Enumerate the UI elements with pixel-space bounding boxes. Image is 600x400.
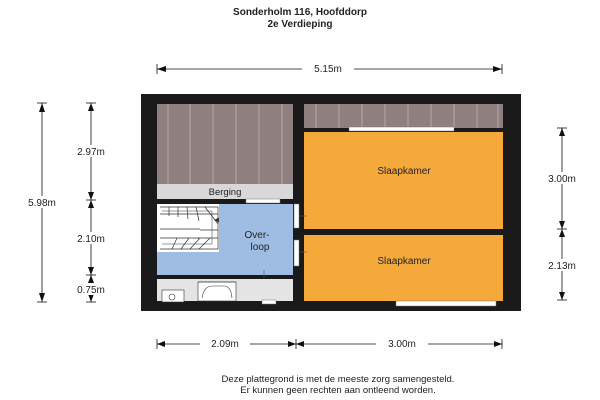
disclaimer-line1: Deze plattegrond is met de meeste zorg samengesteld. [221,374,455,385]
utility-window [262,300,276,304]
dimension-right-bottom-label: 2.13m [548,261,576,272]
room-slaapkamer-top [304,132,503,229]
dimension-left-segments [86,103,96,302]
roof-slope-right [304,104,503,128]
dimension-left-top-label: 2.97m [77,147,105,158]
roof-slope-left [157,104,293,184]
room-berging-label: Berging [208,187,242,198]
room-slaapkamer-bottom [304,235,503,301]
utility-area [157,279,293,302]
dimension-left-bottom-label: 0.75m [77,285,105,296]
room-overloop-label-line1: Over- [244,230,270,241]
dimension-bottom-right-label: 3.00m [388,339,416,350]
staircase [157,204,220,252]
dimension-right-segments [557,128,567,300]
dimension-bottom-left-label: 2.09m [211,339,239,350]
dimension-total-width-label: 5.15m [314,64,342,75]
plan-floor-label: 2e Verdieping [267,19,333,30]
room-slaapkamer-top-label: Slaapkamer [377,166,431,177]
room-overloop-label-line2: loop [250,242,270,253]
bedroom-bottom-window [396,301,496,306]
plan-address: Sonderholm 116, Hoofddorp [233,7,367,18]
dimension-left-middle-label: 2.10m [77,234,105,245]
disclaimer-line2: Er kunnen geen rechten aan ontleend worden. [240,385,436,396]
bedroom-top-window [349,127,454,131]
dimension-right-top-label: 3.00m [548,174,576,185]
storage-door [246,199,280,203]
room-slaapkamer-bottom-label: Slaapkamer [377,256,431,267]
dimension-total-depth-label: 5.98m [28,198,56,209]
